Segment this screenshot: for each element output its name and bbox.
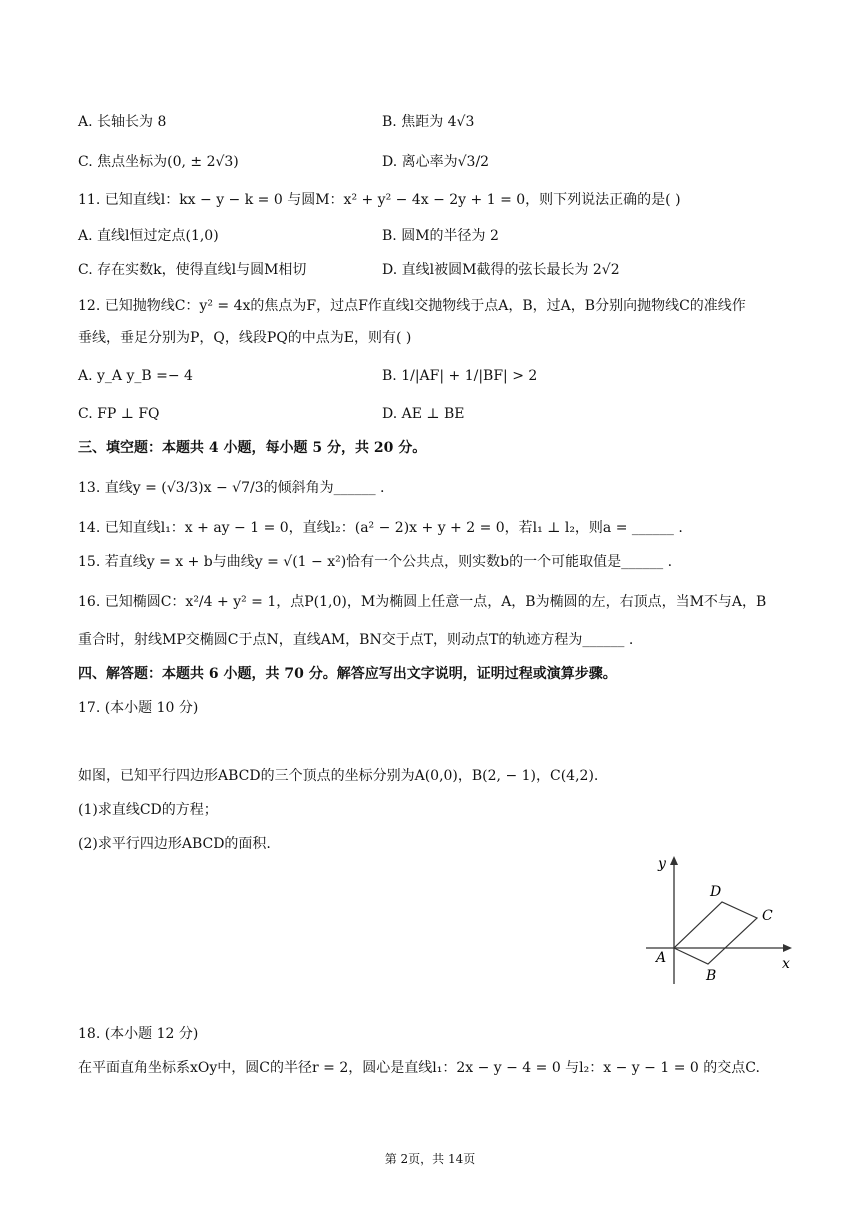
label-x: x bbox=[782, 956, 790, 972]
label-b: B bbox=[706, 968, 717, 984]
q11-option-d: D. 直线l被圆M截得的弦长最长为 2√2 bbox=[382, 262, 620, 278]
section-answer-heading: 四、解答题：本题共 6 小题，共 70 分。解答应写出文字说明，证明过程或演算步骤。 bbox=[78, 666, 617, 682]
q13: 13. 直线y = (√3/3)x − √7/3的倾斜角为______ . bbox=[78, 480, 385, 496]
y-axis-arrow bbox=[670, 856, 678, 865]
q17-part1: (1)求直线CD的方程； bbox=[78, 802, 218, 818]
q18-header: 18. (本小题 12 分) bbox=[78, 1026, 199, 1042]
label-a: A bbox=[656, 950, 667, 966]
q10-option-b: B. 焦距为 4√3 bbox=[382, 114, 475, 130]
q10-option-c: C. 焦点坐标为(0, ± 2√3) bbox=[78, 154, 239, 170]
parallelogram-abcd bbox=[674, 902, 757, 964]
label-y: y bbox=[658, 856, 666, 872]
q18-stem: 在平面直角坐标系xOy中，圆C的半径r = 2，圆心是直线l₁：2x − y − 4 = 0 与l₂：x − y − 1 = 0 的交点C. bbox=[78, 1060, 760, 1076]
q12-stem-line1: 12. 已知抛物线C：y² = 4x的焦点为F，过点F作直线l交抛物线于点A，B，过A，B分别向抛物线C的准线作 bbox=[78, 298, 746, 314]
section-fill-in-heading: 三、填空题：本题共 4 小题，每小题 5 分，共 20 分。 bbox=[78, 440, 427, 456]
q12-option-c: C. FP ⊥ FQ bbox=[78, 406, 160, 422]
q11-option-c: C. 存在实数k，使得直线l与圆M相切 bbox=[78, 262, 307, 278]
x-axis-arrow bbox=[783, 944, 792, 952]
q16-line1: 16. 已知椭圆C：x²/4 + y² = 1，点P(1,0)，M为椭圆上任意一点，A，B为椭圆的左，右顶点，当M不与A，B bbox=[78, 594, 767, 610]
q10-option-a: A. 长轴长为 8 bbox=[78, 114, 167, 130]
parallelogram-figure bbox=[636, 852, 816, 992]
page-footer: 第 2页，共 14页 bbox=[384, 1152, 476, 1166]
q11-stem: 11. 已知直线l：kx − y − k = 0 与圆M：x² + y² − 4x − 2y + 1 = 0，则下列说法正确的是( ) bbox=[78, 192, 681, 208]
q11-option-a: A. 直线l恒过定点(1,0) bbox=[78, 228, 219, 244]
q11-option-b: B. 圆M的半径为 2 bbox=[382, 228, 499, 244]
q12-option-a: A. y_A y_B =− 4 bbox=[78, 368, 193, 384]
q17-part2: (2)求平行四边形ABCD的面积. bbox=[78, 836, 271, 852]
q15: 15. 若直线y = x + b与曲线y = √(1 − x²)恰有一个公共点，则实数b的一个可能取值是______ . bbox=[78, 554, 673, 570]
q14: 14. 已知直线l₁：x + ay − 1 = 0，直线l₂：(a² − 2)x + y + 2 = 0，若l₁ ⊥ l₂，则a = ______ . bbox=[78, 520, 683, 536]
q17-stem: 如图，已知平行四边形ABCD的三个顶点的坐标分别为A(0,0)，B(2, − 1)，C(4,2). bbox=[78, 768, 599, 784]
q10-option-d: D. 离心率为√3/2 bbox=[382, 154, 490, 170]
q12-stem-line2: 垂线，垂足分别为P，Q，线段PQ的中点为E，则有( ) bbox=[78, 330, 412, 346]
q16-line2: 重合时，射线MP交椭圆C于点N，直线AM，BN交于点T，则动点T的轨迹方程为______ . bbox=[78, 632, 634, 648]
q12-option-d: D. AE ⊥ BE bbox=[382, 406, 465, 422]
q17-header: 17. (本小题 10 分) bbox=[78, 700, 199, 716]
label-c: C bbox=[762, 908, 773, 924]
label-d: D bbox=[710, 884, 722, 900]
q12-option-b: B. 1/|AF| + 1/|BF| > 2 bbox=[382, 368, 538, 384]
